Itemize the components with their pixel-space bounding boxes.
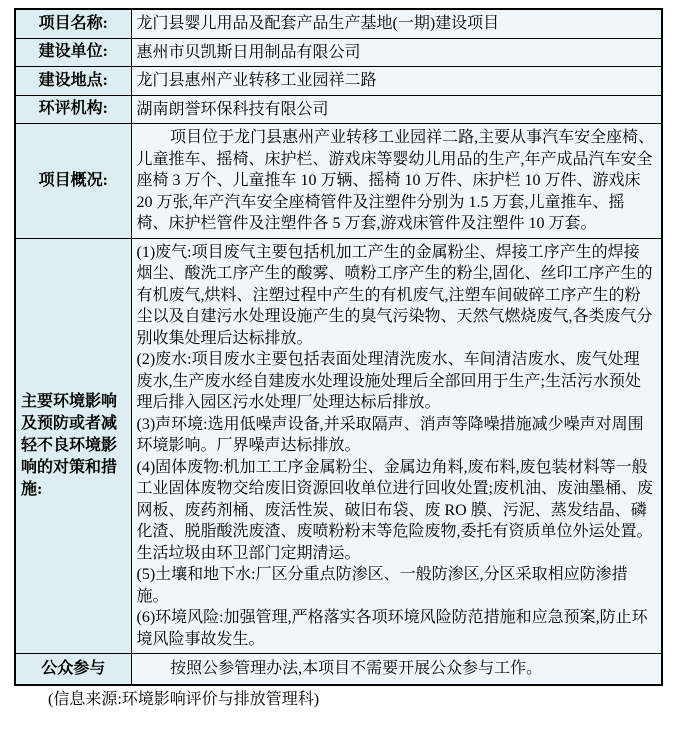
project-name-value: 龙门县婴儿用品及配套产品生产基地(一期)建设项目 [131,9,662,38]
project-name-label: 项目名称: [15,9,131,38]
project-info-table [14,8,663,686]
project-overview-paragraph: 项目位于龙门县惠州产业转移工业园祥二路,主要从事汽车安全座椅、儿童推车、摇椅、床护栏、游戏床等婴幼儿用品的生产,年产成品汽车安全座椅 3 万个、儿童推车 10 万辆、摇椅 10 万件、床护栏 10 万件、游戏床 20 万张,年产汽车安全座椅管件及注塑件分别为 1.5 万套,儿童推车、摇椅、床护栏管件及注塑件各 5 万套,游戏床管件及注塑件 10 万套。 [136,129,655,232]
row-public-participation [15,654,662,685]
construction-unit-value: 惠州市贝凯斯日用制品有限公司 [131,38,662,67]
row-project-overview [15,124,662,239]
row-construction-unit [15,38,662,67]
row-environmental-measures [15,238,662,654]
construction-site-value: 龙门县惠州产业转移工业园祥二路 [131,67,662,96]
measure-noise: (3)声环境:选用低噪声设备,并采取隔声、消声等降噪措施减少噪声对周围环境影响。厂界噪声达标排放。 [136,415,644,454]
project-overview-value [131,124,662,239]
measure-solid-waste: (4)固体废物:机加工工序金属粉尘、金属边角料,废布料,废包装材料等一般工业固体废物交给废旧资源回收单位进行回收处置;废机油、废油墨桶、废网板、废药剂桶、废活性炭、破旧布袋、废 RO 膜、污泥、蒸发结晶、磷化渣、脱脂酸洗废渣、废喷粉粉末等危险废物,委托有资质单位外运处置。生活垃圾由环卫部门定期清运。 [136,458,653,562]
measure-soil-groundwater: (5)土壤和地下水:厂区分重点防渗区、一般防渗区,分区采取相应防渗措施。 [136,566,628,605]
row-eia-agency [15,95,662,124]
eia-agency-label: 环评机构: [15,95,131,124]
environmental-measures-label: 主要环境影响及预防或者减轻不良环境影响的对策和措施: [15,238,131,654]
environmental-measures-value [131,238,662,654]
public-participation-label: 公众参与 [15,654,131,685]
public-participation-paragraph: 按照公参管理办法,本项目不需要开展公众参与工作。 [170,660,543,677]
row-project-name [15,9,662,38]
measure-environmental-risk: (6)环境风险:加强管理,严格落实各项环境风险防范措施和应急预案,防止环境风险事故发生。 [136,609,648,648]
construction-unit-label: 建设单位: [15,38,131,67]
public-participation-value [131,654,662,685]
eia-agency-value: 湖南朗誉环保科技有限公司 [131,95,662,124]
row-construction-site [15,67,662,96]
construction-site-label: 建设地点: [15,67,131,96]
measure-waste-water: (2)废水:项目废水主要包括表面处理清洗废水、车间清洁废水、废气处理废水,生产废水经自建废水处理设施处理后全部回用于生产;生活污水预处理后排入园区污水处理厂处理达标后排放。 [136,351,641,411]
project-overview-label: 项目概况: [15,124,131,239]
measure-waste-gas: (1)废气:项目废气主要包括机加工产生的金属粉尘、焊接工序产生的焊接烟尘、酸洗工序产生的酸雾、喷粉工序产生的粉尘,固化、丝印工序产生的有机废气,烘料、注塑过程中产生的有机废气,注塑车间破碎工序产生的粉尘以及自建污水处理设施产生的臭气污染物、天然气燃烧废气,各类废气分别收集处理后达标排放。 [136,243,653,347]
source-note: (信息来源:环境影响评价与排放管理科) [48,690,320,708]
